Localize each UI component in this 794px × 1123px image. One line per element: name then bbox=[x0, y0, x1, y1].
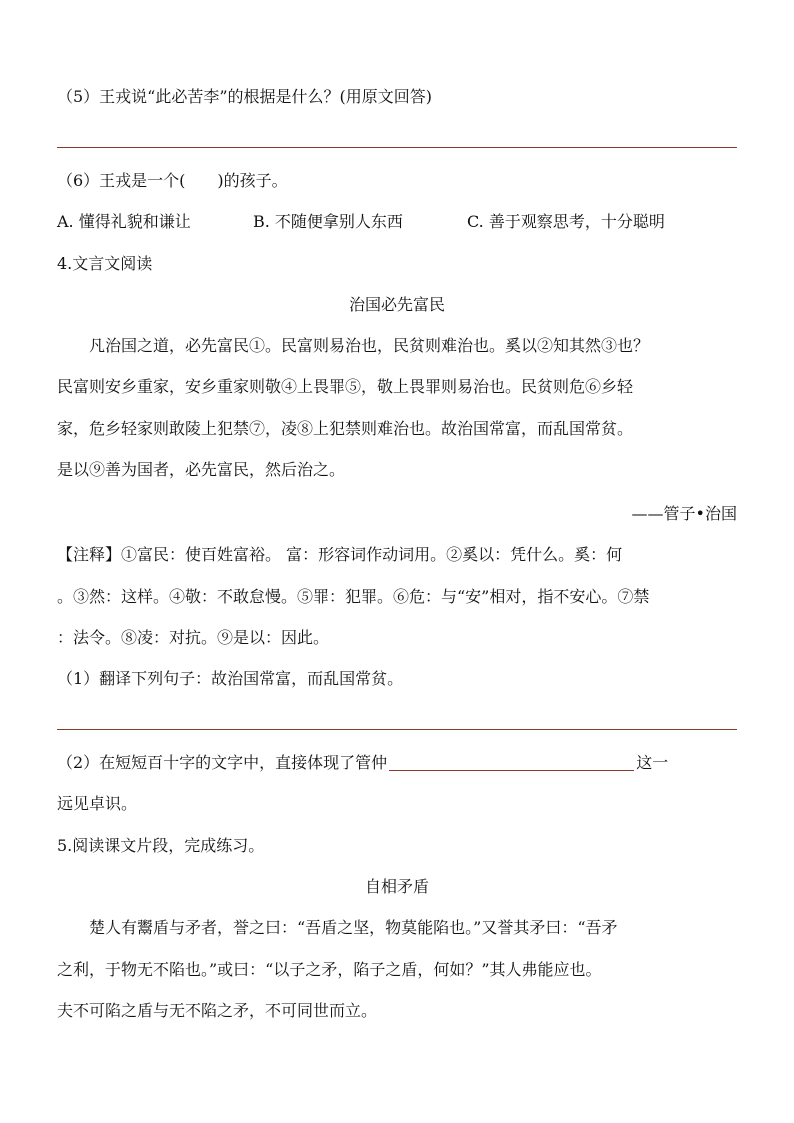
story-line-1: 楚人有鬻盾与矛者，誉之曰：“吾盾之坚，物莫能陷也。”又誉其矛曰：“吾矛 bbox=[89, 918, 618, 937]
sub-question-2 bbox=[57, 752, 668, 774]
passage-line-2: 民富则安乡重家，安乡重家则敬④上畏罪⑤，敬上畏罪则易治也。民贫则危⑥乡轻 bbox=[57, 377, 634, 396]
option-a[interactable]: A. 懂得礼貌和谦让 bbox=[57, 212, 191, 231]
passage-title-zhiguo: 治国必先富民 bbox=[348, 295, 445, 314]
sub-question-1: （1）翻译下列句子：故治国常富，而乱国常贫。 bbox=[57, 669, 404, 688]
passage-source: ——管子•治国 bbox=[631, 504, 737, 523]
passage-line-1: 凡治国之道，必先富民①。民富则易治也，民贫则难治也。奚以②知其然③也？ bbox=[89, 336, 650, 355]
question-5-prompt: （5）王戎说“此必苦李”的根据是什么？(用原文回答) bbox=[57, 87, 433, 106]
option-b[interactable]: B. 不随便拿别人东西 bbox=[253, 212, 403, 231]
section-5-heading: 5.阅读课文片段，完成练习。 bbox=[57, 836, 265, 855]
answer-line-q5[interactable] bbox=[57, 147, 737, 148]
passage-line-4: 是以⑨善为国者，必先富民，然后治之。 bbox=[57, 460, 346, 479]
sub-question-2-continuation: 远见卓识。 bbox=[57, 794, 138, 813]
story-line-2: 之利，于物无不陷也。”或曰：“以子之矛，陷子之盾，何如？”其人弗能应也。 bbox=[57, 960, 602, 979]
story-line-3: 夫不可陷之盾与无不陷之矛，不可同世而立。 bbox=[57, 1001, 378, 1020]
question-6-prompt: （6）王戎是一个( )的孩子。 bbox=[57, 171, 288, 190]
notes-line-2: 。③然：这样。④敬：不敢怠慢。⑤罪：犯罪。⑥危：与“安”相对，指不安心。⑦禁 bbox=[57, 587, 650, 606]
passage-title-zixiangmaodun: 自相矛盾 bbox=[364, 877, 429, 896]
option-c[interactable]: C. 善于观察思考，十分聪明 bbox=[467, 212, 665, 231]
answer-line-sub1[interactable] bbox=[57, 729, 737, 730]
notes-line-1: 【注释】①富民：使百姓富裕。 富：形容词作动词用。②奚以：凭什么。奚：何 bbox=[57, 545, 623, 564]
passage-line-3: 家，危乡轻家则敢陵上犯禁⑦，凌⑧上犯禁则难治也。故治国常富，而乱国常贫。 bbox=[57, 419, 634, 438]
section-4-heading: 4.文言文阅读 bbox=[57, 254, 153, 273]
sub-question-2-tail: 这一 bbox=[636, 753, 669, 772]
fill-in-blank[interactable] bbox=[389, 754, 634, 771]
sub-question-2-text: （2）在短短百十字的文字中，直接体现了管仲 bbox=[57, 753, 388, 772]
notes-line-3: ：法令。⑧凌：对抗。⑨是以：因此。 bbox=[57, 628, 330, 647]
